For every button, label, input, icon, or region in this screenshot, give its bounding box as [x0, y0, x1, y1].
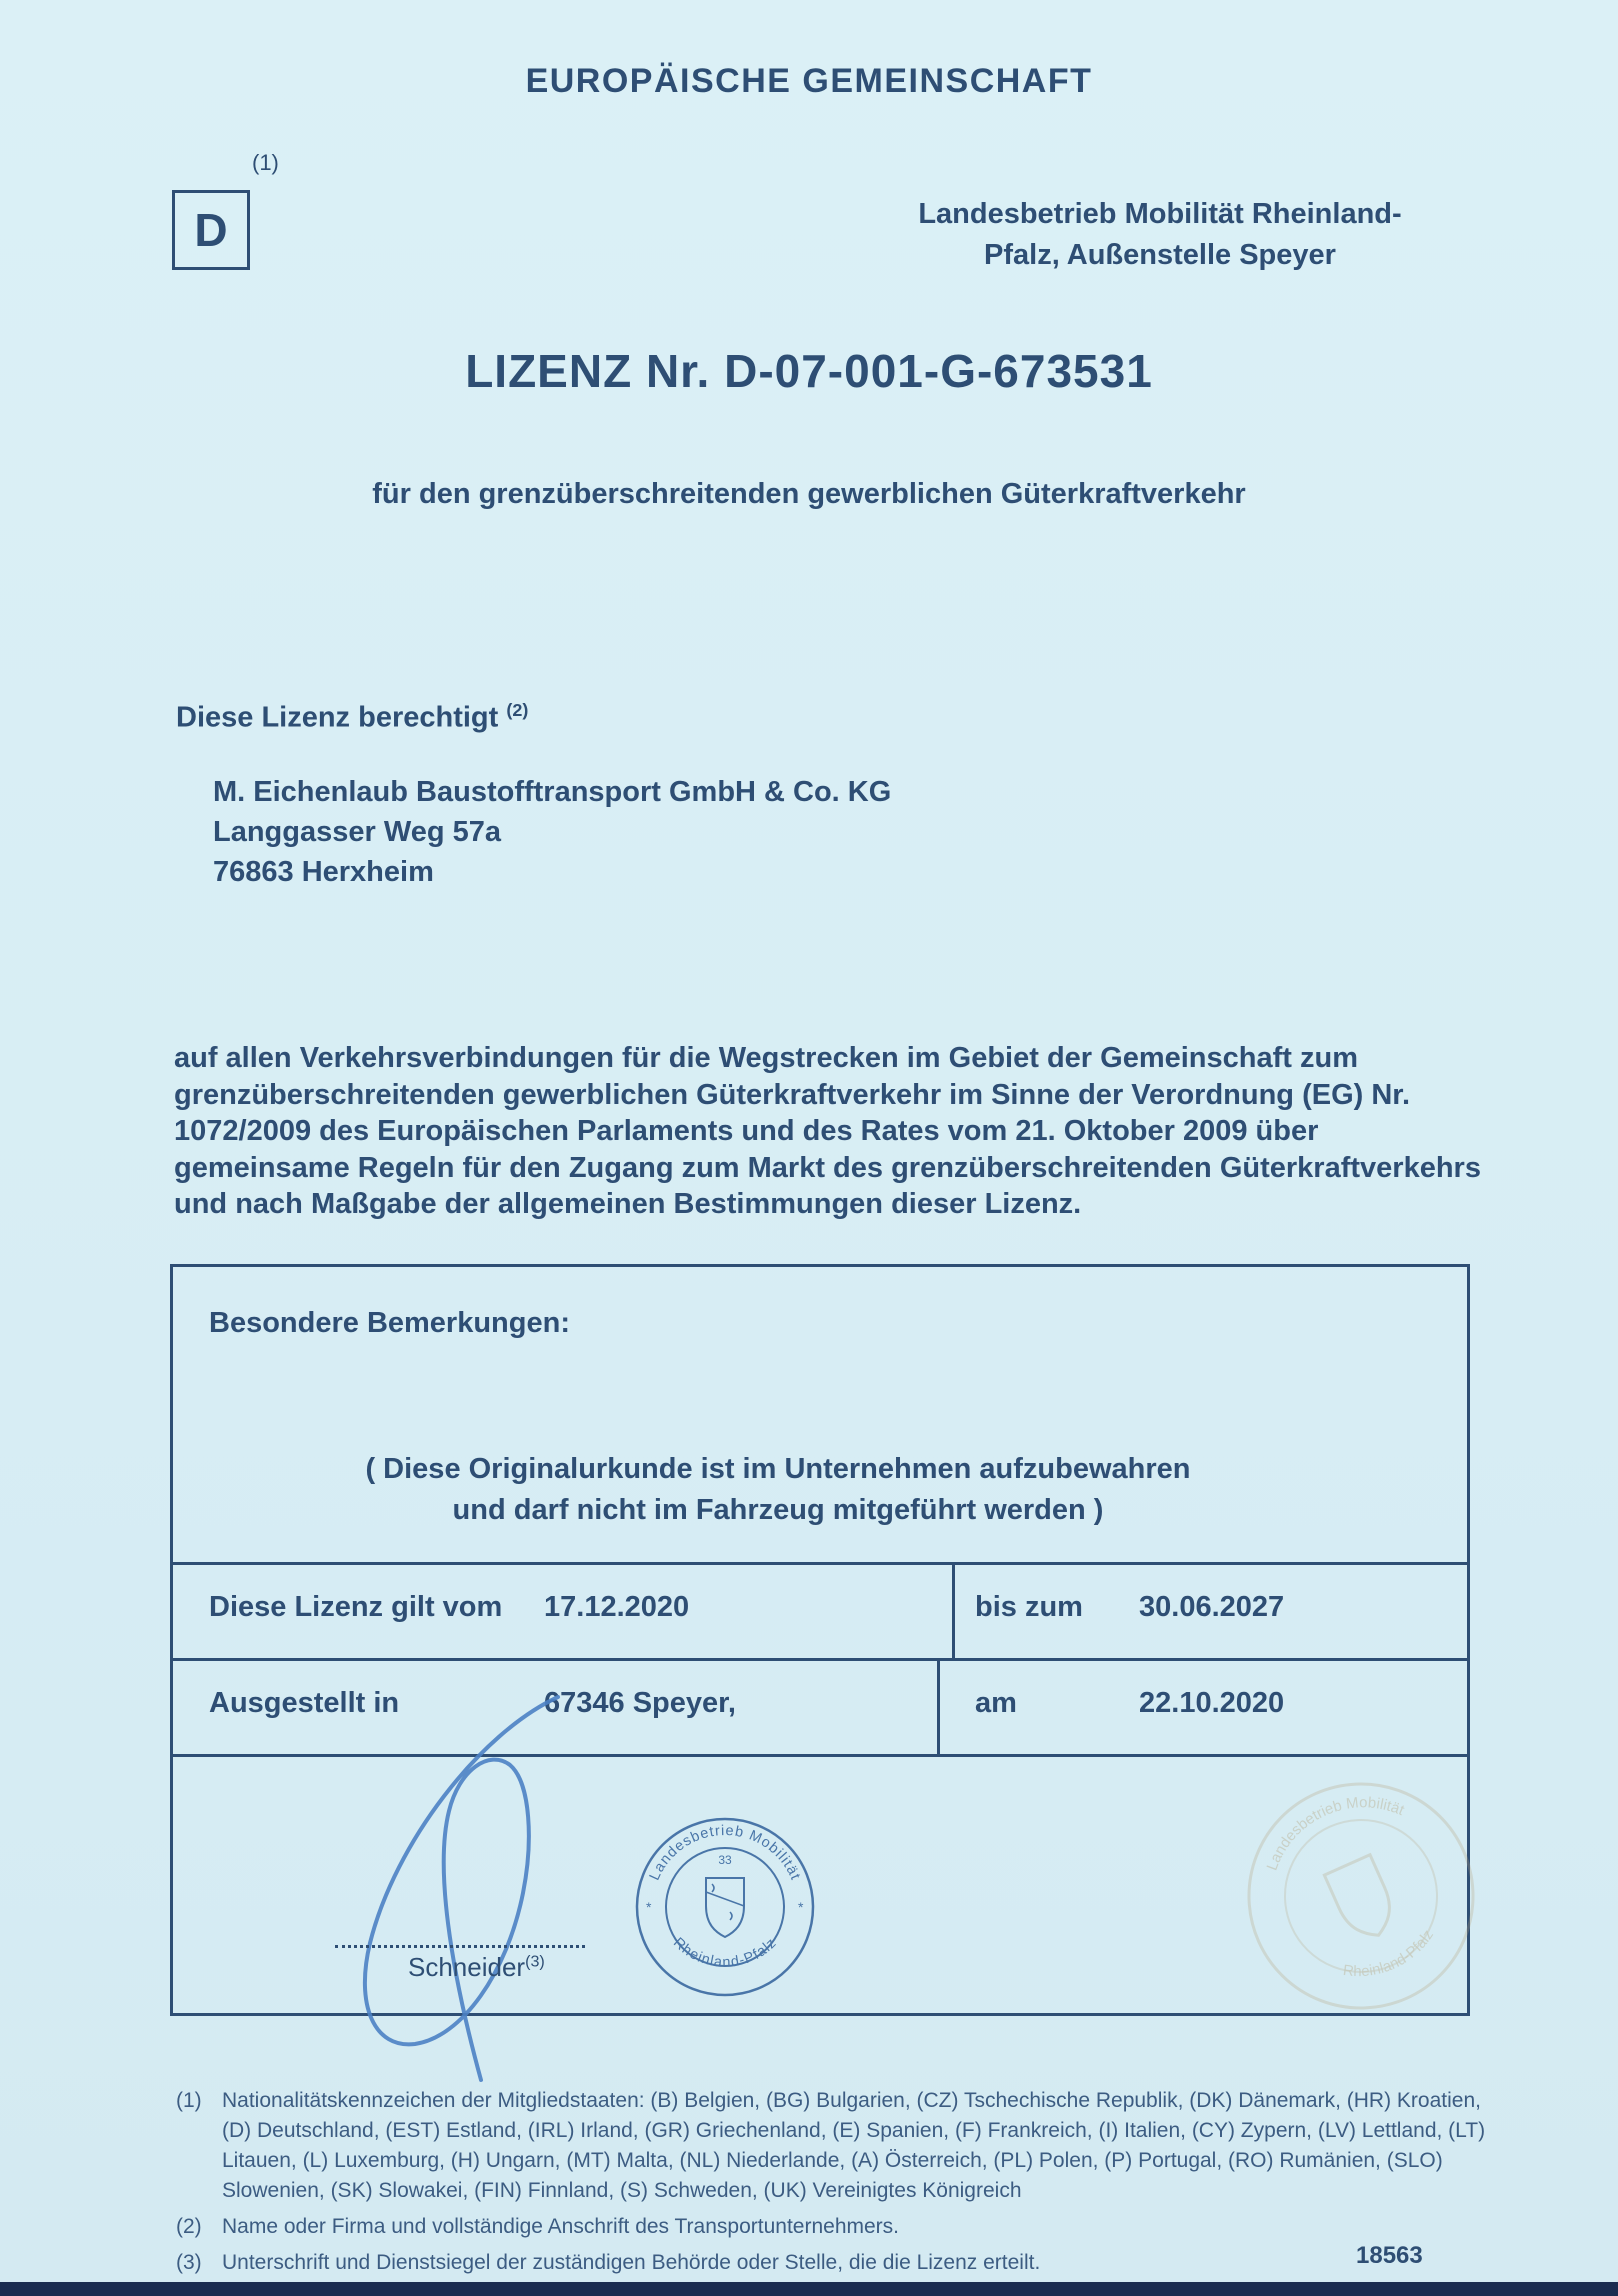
- holder-name: M. Eichenlaub Baustofftransport GmbH & Co. KG: [213, 776, 892, 808]
- country-code-box: [172, 190, 250, 270]
- handwritten-signature: [300, 1675, 680, 2095]
- community-title: EUROPÄISCHE GEMEINSCHAFT: [525, 62, 1093, 100]
- holder-street: Langgasser Weg 57a: [213, 816, 501, 848]
- valid-from-value: 17.12.2020: [544, 1591, 690, 1623]
- footnote-2: [176, 2212, 1488, 2242]
- document-serial-number: 18563: [1356, 2242, 1423, 2269]
- embossed-seal-icon: [1222, 1762, 1500, 2030]
- divider-vertical-row1: [952, 1562, 955, 1658]
- country-code: D: [194, 204, 228, 256]
- holder-intro-text: Diese Lizenz berechtigt: [176, 701, 507, 734]
- footnote-1: [176, 2086, 1488, 2206]
- holder-city: 76863 Herxheim: [213, 856, 434, 888]
- remarks-note-line-1: ( Diese Originalurkunde ist im Unternehmen aufzubewahren: [365, 1453, 1191, 1485]
- authority-line-1: Landesbetrieb Mobilität Rheinland-: [918, 198, 1402, 230]
- signatory-name: [408, 1952, 545, 1983]
- signature-dotted-line: [335, 1928, 585, 1948]
- footnote-1-ref: (1): [176, 2089, 202, 2112]
- official-round-stamp-icon: [626, 1808, 824, 2006]
- stamp-separator-right: *: [798, 1899, 804, 1915]
- footnote-2-ref: (2): [176, 2215, 202, 2238]
- emboss-text-top: Landesbetrieb Mobilität: [1263, 1794, 1407, 1873]
- issued-on-label: am: [975, 1687, 1017, 1719]
- holder-intro-ref: (2): [506, 700, 529, 720]
- remarks-note: [128, 1449, 1428, 1531]
- valid-to-value: 30.06.2027: [1139, 1591, 1285, 1623]
- issued-in-value: 67346 Speyer,: [544, 1687, 736, 1719]
- holder-address-block: [213, 772, 891, 892]
- footnote-3-text: Unterschrift und Dienstsiegel der zuständigen Behörde oder Stelle, die die Lizenz erteilt.: [222, 2251, 1041, 2274]
- stamp-text-bottom: Rheinland-Pfalz: [669, 1934, 781, 1971]
- signatory-name-ref: (3): [525, 1952, 545, 1971]
- issuing-authority: [840, 194, 1480, 276]
- remarks-label: Besondere Bemerkungen:: [209, 1307, 570, 1339]
- emboss-text-bottom: Rheinland-Pfalz: [1341, 1926, 1438, 1981]
- footnote-3-ref: (3): [176, 2251, 202, 2274]
- svg-text:Rheinland-Pfalz: [670, 1935, 780, 1971]
- issued-in-label: Ausgestellt in: [209, 1687, 400, 1719]
- footnote-1-text: Nationalitätskennzeichen der Mitgliedstaaten: (B) Belgien, (BG) Bulgarien, (CZ) Tschechische Republik, (DK) Dänemark, (HR) Kroatien, (D) Deutschland, (EST) Estland, (IRL) Irland, (GR) Griechenland, (E) Spanien, (F) Frankreich, (I) Italien, (CY) Zypern, (LV) Lettland, (LT) Litauen, (L) Luxemburg, (H) Ungarn, (MT) Malta, (NL) Niederlande, (A) Österreich, (PL) Polen, (P) Portugal, (RO) Rumänien, (SLO) Slowenien, (SK) Slowakei, (FIN) Finnland, (S) Schweden, (UK) Vereinigtes Königreich: [222, 2089, 1486, 2202]
- divider-vertical-row2: [937, 1658, 940, 1754]
- stamp-text-top: Landesbetrieb Mobilität: [646, 1822, 804, 1883]
- svg-text:Rheinland-Pfalz: [1336, 1923, 1444, 1993]
- remarks-note-line-2: und darf nicht im Fahrzeug mitgeführt werden ): [452, 1494, 1104, 1526]
- footnote-3: [176, 2248, 1488, 2278]
- valid-to-label: bis zum: [975, 1591, 1083, 1623]
- divider-horizontal-1: [173, 1562, 1467, 1565]
- stamp-separator-left: *: [646, 1899, 652, 1915]
- license-title: LIZENZ Nr. D-07-001-G-673531: [465, 345, 1153, 397]
- stamp-coat-of-arms-icon: [706, 1878, 744, 1937]
- issued-on-value: 22.10.2020: [1139, 1687, 1285, 1719]
- emboss-shield-icon: [1324, 1855, 1401, 1946]
- license-scope-paragraph: auf allen Verkehrsverbindungen für die Wegstrecken im Gebiet der Gemeinschaft zum grenzüberschreitenden gewerblichen Güterkraftverkehr im Sinne der Verordnung (EG) Nr. 1072/2009 des Europäischen Parlaments und des Rates vom 21. Oktober 2009 über gemeinsame Regeln für den Zugang zum Markt des grenzüberschreitenden Güterkraftverkehrs und nach Maßgabe der allgemeinen Bestimmungen dieser Lizenz.: [174, 1042, 1481, 1220]
- license-subtitle: für den grenzüberschreitenden gewerblichen Güterkraftverkehr: [372, 478, 1246, 510]
- stamp-number: 33: [718, 1853, 732, 1867]
- scan-bottom-edge: [0, 2282, 1618, 2296]
- signatory-name-text: Schneider: [408, 1952, 526, 1982]
- footnote-2-text: Name oder Firma und vollständige Anschrift des Transportunternehmers.: [222, 2215, 899, 2238]
- country-note-ref: (1): [252, 150, 279, 175]
- divider-horizontal-2: [173, 1658, 1467, 1661]
- authority-line-2: Pfalz, Außenstelle Speyer: [984, 239, 1336, 271]
- valid-from-label: Diese Lizenz gilt vom: [209, 1591, 503, 1623]
- holder-intro: [176, 700, 528, 735]
